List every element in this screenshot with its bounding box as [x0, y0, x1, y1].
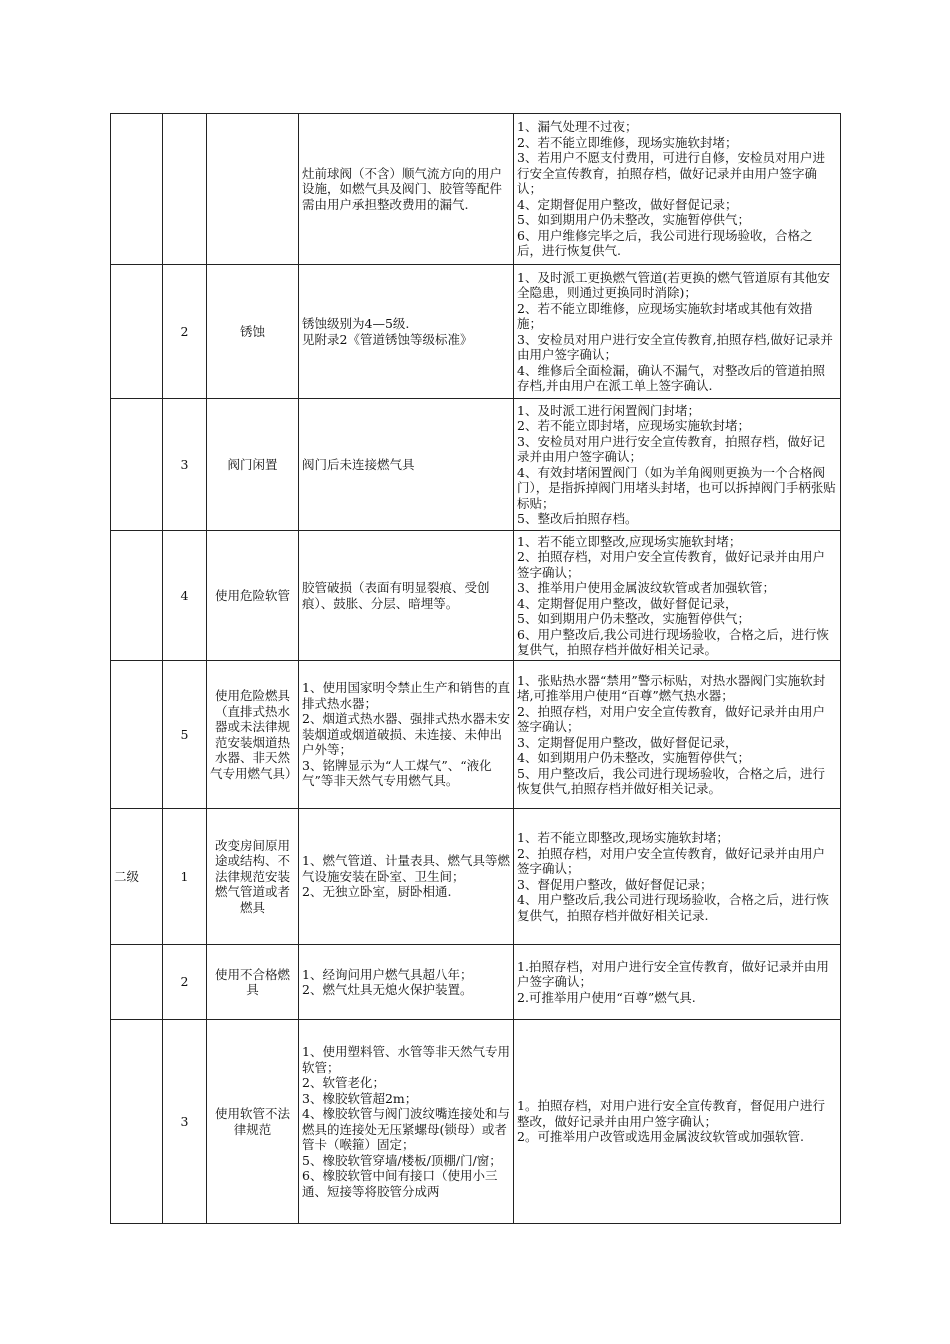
item-number: 5 — [163, 661, 207, 809]
level-cell — [111, 1020, 163, 1224]
level-cell — [111, 531, 163, 661]
condition-line: 锈蚀级别为4—5级. — [302, 316, 410, 331]
hazard-condition — [299, 1020, 514, 1224]
level-cell — [111, 265, 163, 399]
hazard-name: 使用危险燃具（直排式热水器或未法律规范安装烟道热水器、非天然气专用燃气具） — [207, 661, 299, 809]
condition-line: 3、橡胶软管超2m； — [302, 1090, 418, 1106]
table-row — [111, 265, 841, 399]
action-line: 2、拍照存档，对用户安全宣传教育，做好记录并由用户签字确认； — [517, 549, 825, 580]
action-line: 4、维修后全面检漏，确认不漏气，对整改后的管道拍照存档,并由用户在派工单上签字确认. — [517, 362, 825, 393]
action-line: 1、及时派工更换燃气管道(若更换的燃气管道原有其他安全隐患，则通过更换同时消除)； — [517, 269, 830, 300]
rectification-actions — [514, 399, 841, 531]
rectification-actions — [514, 1020, 841, 1224]
item-number: 2 — [163, 265, 207, 399]
hazard-condition — [299, 399, 514, 531]
level-cell — [111, 661, 163, 809]
action-line: 3、定期督促用户整改，做好督促记录， — [517, 734, 738, 750]
level-cell: 二级 — [111, 809, 163, 945]
condition-line: 2、软管老化； — [302, 1075, 385, 1090]
action-line: 1、漏气处理不过夜； — [517, 119, 638, 135]
hazard-condition — [299, 265, 514, 399]
item-number: 1 — [163, 809, 207, 945]
table-row — [111, 399, 841, 531]
condition-line: 6、橡胶软管中间有接口（使用小三通、短接等将胶管分成两 — [302, 1168, 498, 1199]
hazard-table — [110, 113, 841, 1224]
action-line: 1、若不能立即整改,应现场实施软封堵； — [517, 533, 742, 549]
rectification-actions — [514, 661, 841, 809]
action-line: 2、若不能立即维修，应现场实施软封堵或其他有效措施； — [517, 300, 813, 331]
condition-line: 2、燃气灶具无熄火保护装置。 — [302, 982, 473, 997]
action-line: 2.可推举用户使用“百尊”燃气具. — [517, 989, 696, 1005]
action-line: 4、有效封堵闲置阀门（如为羊角阀则更换为一个合格阀门），是指拆掉阀门用堵头封堵，也可以拆掉阀门手柄张贴标贴； — [517, 464, 836, 511]
hazard-condition — [299, 531, 514, 661]
condition-line: 1、燃气管道、计量表具、燃气具等燃气设施安装在卧室、卫生间； — [302, 853, 510, 884]
hazard-condition — [299, 114, 514, 265]
action-line: 6、用户维修完毕之后，我公司进行现场验收，合格之后，进行恢复供气. — [517, 227, 813, 259]
hazard-name: 使用危险软管 — [207, 531, 299, 661]
action-line: 4、定期督促用户整改，做好督促记录； — [517, 196, 738, 212]
hazard-condition — [299, 661, 514, 809]
table-row — [111, 114, 841, 265]
item-number: 3 — [163, 1020, 207, 1224]
hazard-name: 改变房间原用途或结构、不法律规范安装燃气管道或者燃具 — [207, 809, 299, 945]
action-line: 4、用户整改后,我公司进行现场验收，合格之后，进行恢复供气，拍照存档并做好相关记录. — [517, 892, 829, 923]
action-line: 3、若用户不愿支付费用，可进行自修，安检员对用户进行安全宣传教育，拍照存档，做好记录并由用户签字确认； — [517, 150, 825, 197]
action-line: 1、张贴热水器“禁用”警示标贴，对热水器阀门实施软封堵,可推举用户使用“百尊”燃气热水器； — [517, 672, 826, 703]
table-row — [111, 945, 841, 1020]
hazard-name: 锈蚀 — [207, 265, 299, 399]
hazard-name: 使用不合格燃具 — [207, 945, 299, 1020]
condition-line: 5、橡胶软管穿墙/楼板/顶棚/门/窗； — [302, 1152, 502, 1168]
action-line: 6、用户整改后,我公司进行现场验收，合格之后，进行恢复供气，拍照存档并做好相关记录。 — [517, 626, 829, 657]
rectification-actions — [514, 945, 841, 1020]
action-line: 5、如到期用户仍未整改，实施暂停供气； — [517, 212, 750, 228]
level-cell — [111, 114, 163, 265]
item-number: 3 — [163, 399, 207, 531]
condition-line: 2、无独立卧室，厨卧相通. — [302, 884, 452, 900]
action-line: 5、如到期用户仍未整改，实施暂停供气； — [517, 611, 750, 626]
condition-line: 4、橡胶软管与阀门波纹嘴连接处和与燃具的连接处无压紧螺母(锁母）或者管卡（喉箍）固定； — [302, 1106, 510, 1152]
condition-line: 阀门后未连接燃气具 — [302, 456, 415, 472]
action-line: 2、若不能立即封堵，应现场实施软封堵； — [517, 418, 750, 433]
action-line: 4、定期督促用户整改，做好督促记录， — [517, 595, 738, 611]
action-line: 2、拍照存档，对用户安全宣传教育，做好记录并由用户签字确认； — [517, 703, 825, 734]
hazard-name: 使用软管不法律规范 — [207, 1020, 299, 1224]
action-line: 1、若不能立即整改,现场实施软封堵； — [517, 830, 729, 845]
condition-line: 灶前球阀（不含）顺气流方向的用户设施，如燃气具及阀门、胶管等配件需由用户承担整改费用的漏气. — [302, 165, 503, 212]
action-line: 5、整改后拍照存档。 — [517, 511, 638, 526]
hazard-name: 阀门闲置 — [207, 399, 299, 531]
action-line: 1.拍照存档，对用户进行安全宣传教育，做好记录并由用户签字确认； — [517, 958, 829, 990]
action-line: 4、如到期用户仍未整改，实施暂停供气； — [517, 750, 750, 765]
rectification-actions — [514, 114, 841, 265]
action-line: 2、拍照存档，对用户安全宣传教育，做好记录并由用户签字确认； — [517, 845, 825, 876]
table-row — [111, 661, 841, 809]
action-line: 5、用户整改后，我公司进行现场验收，合格之后，进行恢复供气,拍照存档并做好相关记录。 — [517, 765, 825, 796]
table-row — [111, 1020, 841, 1224]
condition-line: 1、经询问用户燃气具超八年； — [302, 966, 473, 982]
rectification-actions — [514, 809, 841, 945]
action-line: 1、及时派工进行闲置阀门封堵； — [517, 402, 700, 418]
hazard-condition — [299, 809, 514, 945]
action-line: 2、若不能立即维修，现场实施软封堵； — [517, 134, 738, 150]
action-line: 2。可推举用户改管或选用金属波纹软管或加强软管. — [517, 1129, 804, 1145]
action-line: 3、督促用户整改，做好督促记录； — [517, 876, 713, 892]
rectification-actions — [514, 265, 841, 399]
condition-line: 3、铭牌显示为“人工煤气”、“液化气”等非天然气专用燃气具。 — [302, 757, 492, 789]
action-line: 3、安检员对用户进行安全宣传教育,拍照存档,做好记录并由用户签字确认； — [517, 331, 833, 362]
table-body — [111, 114, 841, 1224]
condition-line: 见附录2《管道锈蚀等级标准》 — [302, 331, 473, 347]
hazard-name — [207, 114, 299, 265]
item-number — [163, 114, 207, 265]
hazard-condition — [299, 945, 514, 1020]
level-cell — [111, 399, 163, 531]
item-number: 2 — [163, 945, 207, 1020]
condition-line: 1、使用国家明令禁止生产和销售的直排式热水器； — [302, 680, 510, 711]
table-row — [111, 809, 841, 945]
item-number: 4 — [163, 531, 207, 661]
action-line: 3、推举用户使用金属波纹软管或者加强软管； — [517, 580, 775, 595]
condition-line: 2、烟道式热水器、强排式热水器未安装烟道或烟道破损、未连接、未伸出户外等； — [302, 711, 510, 758]
condition-line: 胶管破损（表面有明显裂痕、受创痕）、鼓胀、分层、暗埋等。 — [302, 580, 490, 611]
rectification-actions — [514, 531, 841, 661]
action-line: 1。拍照存档，对用户进行安全宣传教育，督促用户进行整改，做好记录并由用户签字确认； — [517, 1098, 825, 1129]
level-cell — [111, 945, 163, 1020]
condition-line: 1、使用塑料管、水管等非天然气专用软管； — [302, 1044, 510, 1075]
action-line: 3、安检员对用户进行安全宣传教育，拍照存档，做好记录并由用户签字确认； — [517, 433, 825, 464]
table-row — [111, 531, 841, 661]
